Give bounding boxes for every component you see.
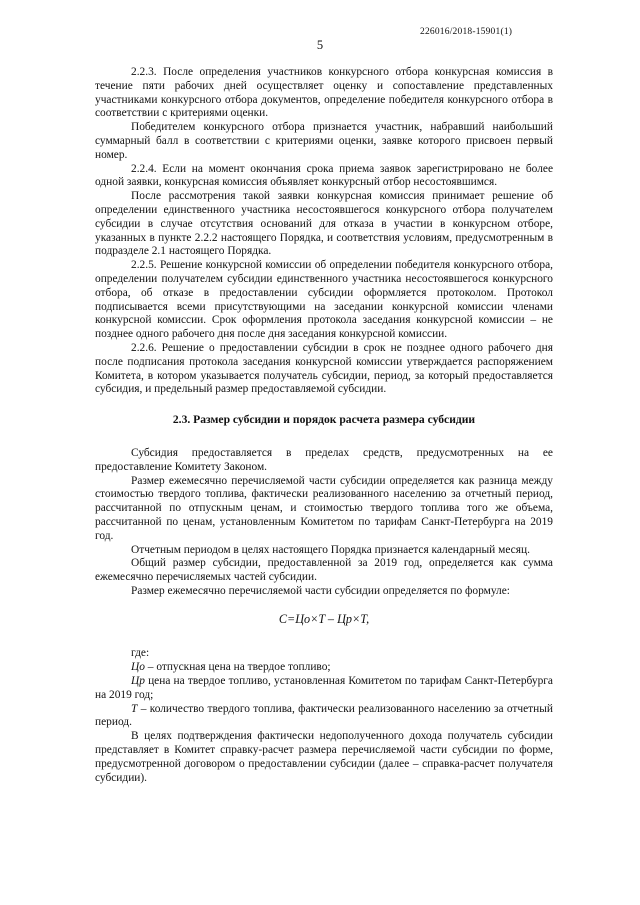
paragraph-closing: В целях подтверждения фактически недополученного дохода получатель субсидии представляет в Комитет справку-расчет размера перечисляемой части субсидии по форме, предусмотренной договором о предоставлении субсидии (далее – справка-расчет получателя субсидии). bbox=[95, 730, 553, 784]
paragraph-2-2-5: 2.2.5. Решение конкурсной комиссии об определении победителя конкурсного отбора, определении получателем субсидии единственного участника несостоявшегося конкурсного отбора, об отказе в предоставлении субсидии оформляется протоколом. Протокол подписывается всеми присутствующими на заседании конкурсной комиссии членами конкурсной комиссии. Срок оформления протокола заседания конкурсной комиссии – не позднее одного рабочего дня после дня заседания конкурсной комиссии. bbox=[95, 259, 553, 341]
symbol: Цр bbox=[131, 675, 145, 688]
section-heading: 2.3. Размер субсидии и порядок расчета размера субсидии bbox=[172, 413, 476, 427]
definition-release-price bbox=[95, 661, 553, 675]
definition-quantity bbox=[95, 703, 553, 731]
paragraph-2-2-4: 2.2.4. Если на момент окончания срока приема заявок зарегистрировано не более одной заявки, конкурсная комиссия объявляет конкурсный отбор несостоявшимся. bbox=[95, 162, 553, 189]
paragraph-monthly-amount: Размер ежемесячно перечисляемой части субсидии определяется как разница между стоимостью твердого топлива, фактически реализованного населению за отчетный период, рассчитанной по отпускным ценам, и стоимостью твердого топлива того же объема, рассчитанной по ценам, установленным Комитетом по тарифам Санкт-Петербурга на 2019 год. bbox=[95, 474, 553, 542]
where-label: где: bbox=[131, 647, 150, 660]
paragraph-formula-intro: Размер ежемесячно перечисляемой части субсидии определяется по формуле: bbox=[131, 584, 510, 597]
definition-text: цена на твердое топливо, установленная Комитетом по тарифам Санкт-Петербурга на 2019 год; bbox=[95, 675, 553, 701]
paragraph-subsidy-limits: Субсидия предоставляется в пределах средств, предусмотренных на ее предоставление Комитету Законом. bbox=[95, 446, 553, 473]
page-number: 5 bbox=[316, 38, 324, 52]
definition-tariff-price bbox=[95, 675, 553, 703]
formula: C=Цо×T – Цр×T, bbox=[278, 611, 370, 626]
paragraph-reporting-period: Отчетным периодом в целях настоящего Порядка признается календарный месяц. bbox=[131, 543, 530, 556]
document-body bbox=[95, 66, 553, 785]
paragraph-2-2-3: 2.2.3. После определения участников конкурсного отбора конкурсная комиссия в течение пяти рабочих дней осуществляет оценку и сопоставление представленных участниками конкурсного отбора документов, определение победителя конкурсного отбора в соответствии с критериями оценки. bbox=[95, 66, 553, 120]
document-id: 226016/2018-15901(1) bbox=[420, 27, 513, 37]
symbol: Цо bbox=[131, 661, 145, 674]
definition-text: – отпускная цена на твердое топливо; bbox=[144, 661, 331, 674]
definition-text: – количество твердого топлива, фактически реализованного населению за отчетный период. bbox=[95, 702, 553, 729]
paragraph-single-bid: После рассмотрения такой заявки конкурсная комиссия принимает решение об определении единственного участника несостоявшегося конкурсного отбора получателем субсидии в случае отсутствия оснований для отказа в участии в конкурсном отборе, указанных в пункте 2.2.2 настоящего Порядка, и соответствия условиям, предусмотренным в подразделе 2.1 настоящего Порядка. bbox=[95, 190, 553, 258]
paragraph-total-amount: Общий размер субсидии, предоставленной за 2019 год, определяется как сумма ежемесячно перечисляемых частей субсидии. bbox=[95, 557, 553, 584]
paragraph-2-2-6: 2.2.6. Решение о предоставлении субсидии в срок не позднее одного рабочего дня после подписания протокола заседания конкурсной комиссии утверждается распоряжением Комитета, в котором указывается получатель субсидии, период, за который предоставляется субсидия, и предельный размер предоставляемой субсидии. bbox=[95, 341, 553, 396]
paragraph-winner: Победителем конкурсного отбора признается участник, набравший наибольший суммарный балл в соответствии с критериями оценки, заявке которого присвоен первый номер. bbox=[95, 121, 553, 161]
symbol: T bbox=[131, 702, 138, 715]
